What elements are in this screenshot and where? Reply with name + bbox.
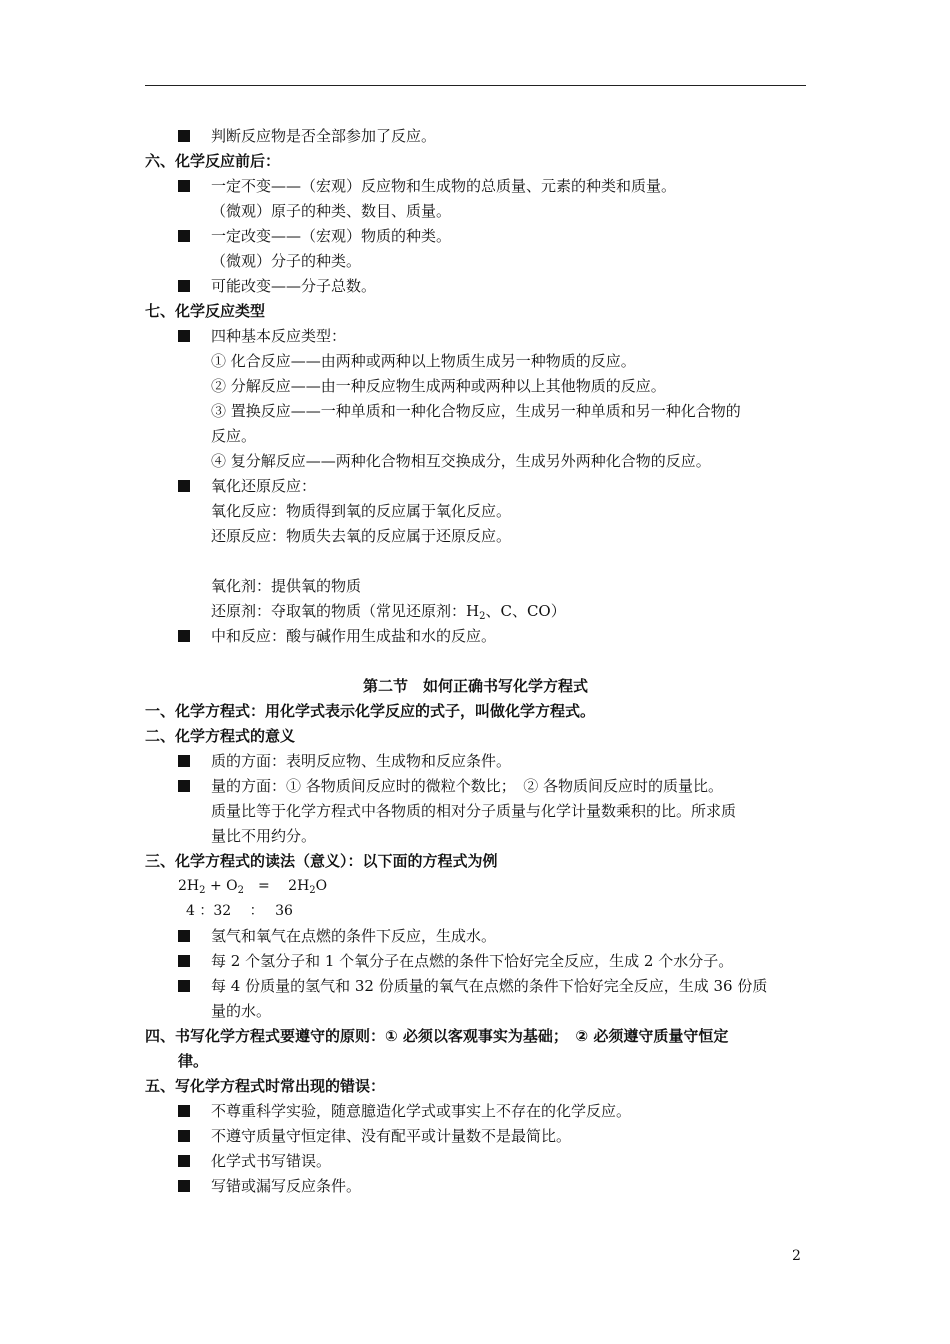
reductant-text-end: 、C、CO） [485, 602, 566, 620]
equation-part: + O [205, 878, 238, 894]
section-heading-continuation: 律。 [178, 1052, 209, 1070]
list-item: 质的方面：表明反应物、生成物和反应条件。 [211, 752, 512, 770]
section-title: 第二节 如何正确书写化学方程式 [362, 677, 588, 695]
bullet-icon [178, 755, 190, 767]
list-item-continuation: （微观）原子的种类、数目、质量。 [211, 202, 452, 220]
list-item: 氧化还原反应： [211, 477, 317, 495]
list-item-continuation: 质量比等于化学方程式中各物质的相对分子质量与化学计量数乘积的比。所求质 [211, 802, 737, 820]
subscript: 2 [479, 611, 486, 622]
equation-part: 2H [178, 878, 200, 894]
section-heading: 六、化学反应前后： [145, 152, 281, 170]
bullet-icon [178, 480, 190, 492]
bullet-icon [178, 180, 190, 192]
list-item: 判断反应物是否全部参加了反应。 [211, 127, 437, 145]
list-item: 不遵守质量守恒定律、没有配平或计量数不是最简比。 [211, 1127, 572, 1145]
reductant-text: 还原剂：夺取氧的物质（常见还原剂：H [211, 602, 480, 620]
list-item: 不尊重科学实验，随意臆造化学式或事实上不存在的化学反应。 [211, 1102, 632, 1120]
oxidant-definition: 氧化剂：提供氧的物质 [211, 577, 362, 595]
reduction-definition: 还原反应：物质失去氧的反应属于还原反应。 [211, 527, 512, 545]
page-number: 2 [792, 1248, 801, 1264]
section-heading: 三、化学方程式的读法（意义）：以下面的方程式为例 [145, 852, 498, 870]
bullet-icon [178, 630, 190, 642]
subscript: 2 [237, 885, 244, 896]
list-item: 每 2 个氢分子和 1 个氧分子在点燃的条件下恰好完全反应，生成 2 个水分子。 [211, 952, 734, 970]
chemical-equation [178, 876, 327, 896]
bullet-icon [178, 955, 190, 967]
list-item-continuation: 量的水。 [211, 1002, 272, 1020]
list-item-continuation: （微观）分子的种类。 [211, 252, 362, 270]
bullet-icon [178, 330, 190, 342]
reaction-type-3-continuation: 反应。 [211, 427, 257, 445]
reaction-type-4: ④ 复分解反应——两种化合物相互交换成分，生成另外两种化合物的反应。 [211, 452, 711, 470]
list-item: 量的方面：① 各物质间反应时的微粒个数比； ② 各物质间反应时的质量比。 [211, 777, 724, 795]
list-item: 一定不变——（宏观）反应物和生成物的总质量、元素的种类和质量。 [211, 177, 677, 195]
bullet-icon [178, 780, 190, 792]
section-heading: 五、写化学方程式时常出现的错误： [145, 1077, 386, 1095]
list-item: 中和反应：酸与碱作用生成盐和水的反应。 [211, 627, 497, 645]
list-item: 化学式书写错误。 [211, 1152, 332, 1170]
header-rule [145, 85, 806, 86]
list-item: 四种基本反应类型： [211, 327, 347, 345]
reductant-definition [211, 601, 566, 621]
equation-part: = 2H [243, 878, 310, 894]
equation-part: O [315, 878, 328, 894]
list-item: 每 4 份质量的氢气和 32 份质量的氧气在点燃的条件下恰好完全反应，生成 36 份质 [211, 977, 768, 995]
bullet-icon [178, 130, 190, 142]
section-heading: 一、化学方程式：用化学式表示化学反应的式子，叫做化学方程式。 [145, 702, 596, 720]
reaction-type-2: ② 分解反应——由一种反应物生成两种或两种以上其他物质的反应。 [211, 377, 666, 395]
bullet-icon [178, 980, 190, 992]
subscript: 2 [309, 885, 316, 896]
oxidation-definition: 氧化反应：物质得到氧的反应属于氧化反应。 [211, 502, 512, 520]
bullet-icon [178, 280, 190, 292]
bullet-icon [178, 1105, 190, 1117]
section-heading: 四、书写化学方程式要遵守的原则：① 必须以客观事实为基础； ② 必须遵守质量守恒定 [145, 1027, 729, 1045]
section-heading: 二、化学方程式的意义 [145, 727, 296, 745]
bullet-icon [178, 230, 190, 242]
list-item: 可能改变——分子总数。 [211, 277, 377, 295]
reaction-type-1: ① 化合反应——由两种或两种以上物质生成另一种物质的反应。 [211, 352, 636, 370]
bullet-icon [178, 1130, 190, 1142]
list-item: 氢气和氧气在点燃的条件下反应，生成水。 [211, 927, 497, 945]
list-item: 一定改变——（宏观）物质的种类。 [211, 227, 452, 245]
list-item: 写错或漏写反应条件。 [211, 1177, 362, 1195]
list-item-continuation: 量比不用约分。 [211, 827, 317, 845]
section-heading: 七、化学反应类型 [145, 302, 266, 320]
reaction-type-3: ③ 置换反应——一种单质和一种化合物反应，生成另一种单质和另一种化合物的 [211, 402, 741, 420]
bullet-icon [178, 1155, 190, 1167]
subscript: 2 [199, 885, 206, 896]
mass-ratio: 4 ：32 ： 36 [186, 903, 293, 919]
bullet-icon [178, 1180, 190, 1192]
bullet-icon [178, 930, 190, 942]
